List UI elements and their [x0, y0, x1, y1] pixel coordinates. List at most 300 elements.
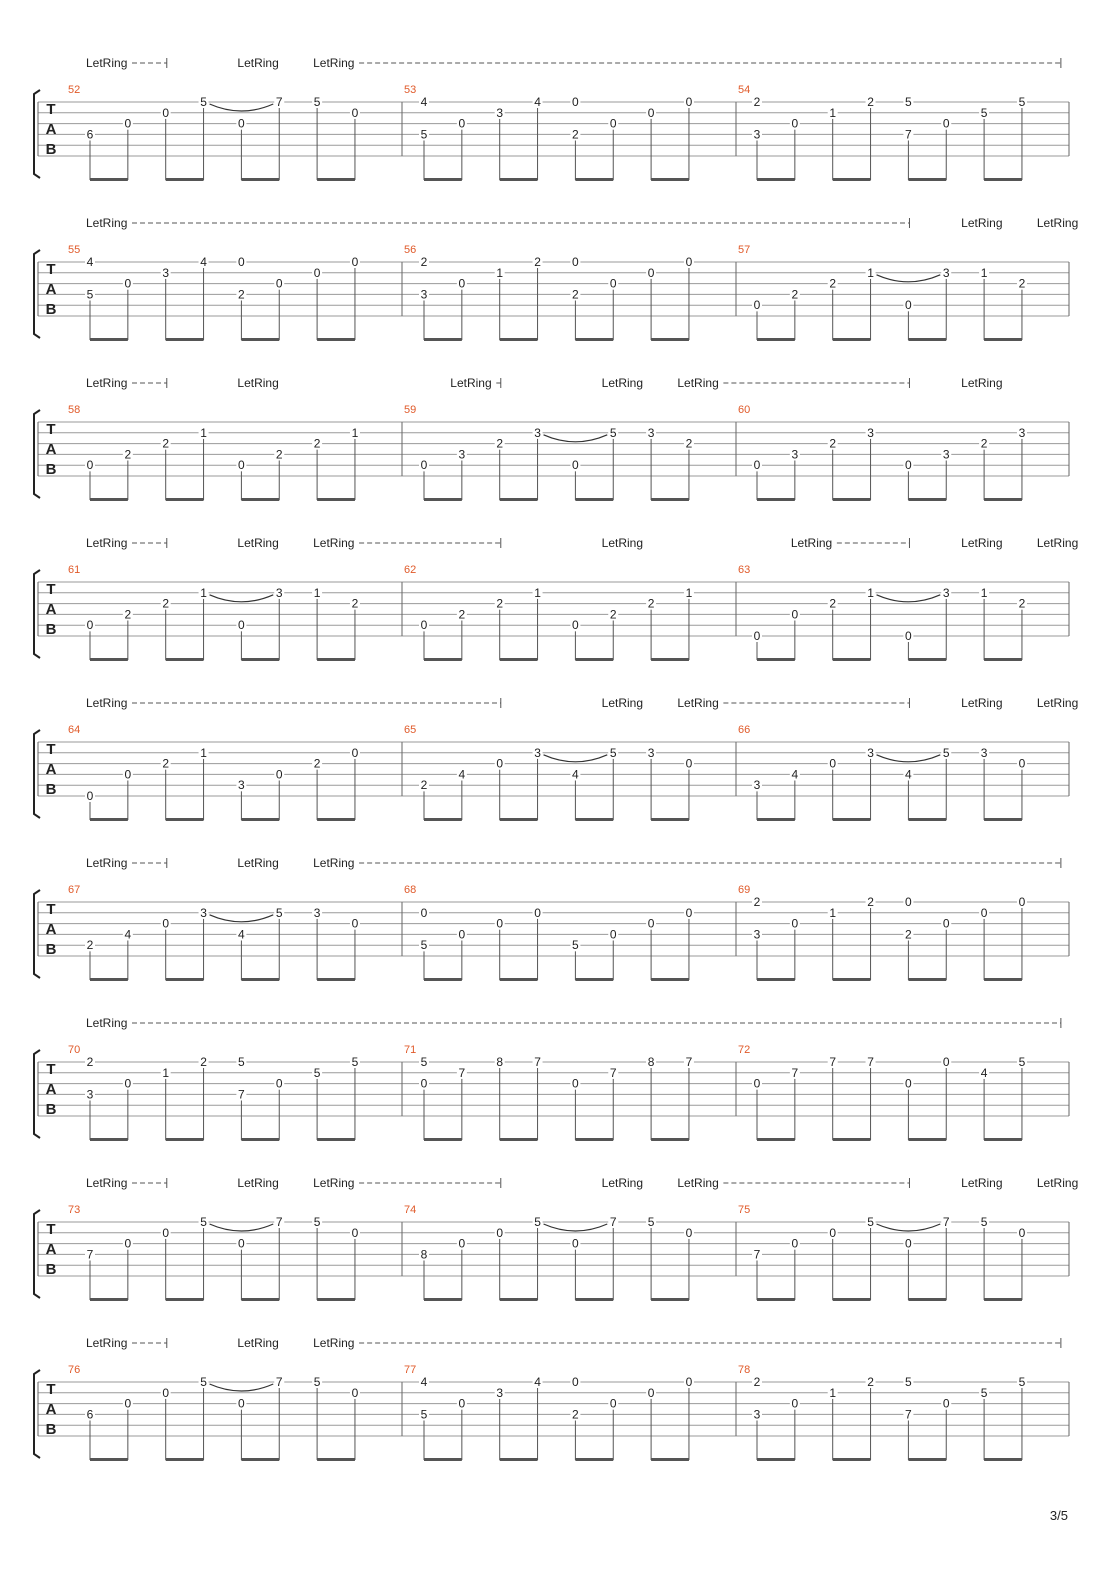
fret-number: 0: [124, 1076, 132, 1091]
fret-number: 5: [420, 1407, 428, 1422]
tab-clef-letter: T: [46, 101, 56, 118]
fret-number: 0: [905, 1076, 912, 1091]
beam: [575, 338, 613, 341]
measure-number: 71: [404, 1044, 417, 1056]
fret-number: 7: [685, 1055, 693, 1069]
beam: [651, 658, 689, 661]
fret-number: 0: [647, 916, 655, 931]
fret-number: 0: [942, 916, 950, 931]
fret-number: 2: [124, 447, 132, 462]
measure-number: 69: [738, 884, 751, 896]
fret-number: 2: [829, 596, 837, 611]
fret-number: 3: [496, 105, 504, 120]
fret-number: 0: [1018, 756, 1026, 771]
letring-label: LetRing: [961, 696, 1003, 710]
beam: [908, 818, 946, 821]
measure-number: 65: [404, 724, 417, 736]
fret-number: 1: [496, 265, 504, 280]
fret-number: 2: [313, 436, 321, 451]
tab-clef-letter: A: [45, 761, 57, 778]
fret-number: 8: [496, 1055, 504, 1069]
tie-arc: [210, 1224, 274, 1231]
fret-number: 0: [609, 116, 617, 131]
fret-number: 0: [980, 905, 988, 920]
fret-number: 0: [351, 105, 359, 120]
beam: [651, 1298, 689, 1301]
letring-label: LetRing: [86, 1176, 128, 1190]
fret-number: 0: [458, 1236, 466, 1251]
beam: [166, 498, 204, 501]
letring-label: LetRing: [313, 856, 355, 870]
beam: [908, 1298, 946, 1301]
beam: [757, 978, 795, 981]
tab-clef-letter: A: [45, 1241, 57, 1258]
tab-clef-letter: B: [45, 461, 57, 478]
tie-arc: [210, 104, 274, 111]
fret-number: 5: [313, 1065, 321, 1080]
fret-number: 1: [829, 105, 837, 120]
fret-number: 0: [685, 1225, 693, 1240]
beam: [651, 818, 689, 821]
fret-number: 0: [458, 1396, 466, 1411]
beam: [757, 498, 795, 501]
beam: [166, 338, 204, 341]
fret-number: 3: [753, 778, 761, 793]
fret-number: 2: [685, 436, 693, 451]
fret-number: 0: [572, 618, 579, 633]
fret-number: 4: [791, 767, 799, 782]
tie-arc: [210, 915, 274, 922]
beam: [833, 1298, 871, 1301]
fret-number: 7: [458, 1065, 466, 1080]
fret-number: 4: [572, 767, 579, 782]
tab-clef-letter: T: [46, 1381, 56, 1398]
fret-number: 0: [647, 265, 655, 280]
fret-number: 2: [351, 596, 359, 611]
fret-number: 2: [829, 436, 837, 451]
fret-number: 0: [162, 1385, 170, 1400]
measure-number: 60: [738, 404, 751, 416]
beam: [90, 818, 128, 821]
fret-number: 0: [942, 1396, 950, 1411]
measure-number: 77: [404, 1364, 417, 1376]
fret-number: 7: [753, 1247, 761, 1262]
fret-number: 2: [572, 287, 579, 302]
beam: [500, 658, 538, 661]
fret-number: 0: [572, 95, 579, 109]
beam: [166, 1298, 204, 1301]
beam: [651, 1138, 689, 1141]
fret-number: 4: [86, 255, 94, 269]
fret-number: 0: [905, 895, 912, 909]
fret-number: 2: [420, 255, 428, 269]
letring-label: LetRing: [313, 56, 355, 70]
fret-number: 3: [753, 927, 761, 942]
fret-number: 1: [200, 425, 207, 440]
fret-number: 0: [351, 255, 359, 269]
fret-number: 5: [420, 127, 428, 142]
fret-number: 0: [609, 276, 617, 291]
fret-number: 0: [124, 1236, 132, 1251]
fret-number: 4: [420, 1375, 428, 1389]
beam: [575, 818, 613, 821]
fret-number: 0: [685, 756, 693, 771]
beam: [757, 1458, 795, 1461]
beam: [500, 818, 538, 821]
fret-number: 2: [275, 447, 283, 462]
fret-number: 2: [829, 276, 837, 291]
letring-label: LetRing: [86, 1016, 128, 1030]
fret-number: 0: [238, 618, 245, 633]
beam: [833, 818, 871, 821]
measure-number: 74: [404, 1204, 417, 1216]
beam: [833, 978, 871, 981]
fret-number: 7: [238, 1087, 245, 1102]
beam: [757, 658, 795, 661]
beam: [908, 498, 946, 501]
beam: [317, 1138, 355, 1141]
beam: [90, 978, 128, 981]
tab-clef-letter: B: [45, 1101, 57, 1118]
beam: [984, 1138, 1022, 1141]
beam: [424, 1298, 462, 1301]
fret-number: 0: [238, 116, 245, 131]
fret-number: 0: [572, 1076, 579, 1091]
fret-number: 5: [905, 95, 912, 109]
fret-number: 1: [351, 425, 359, 440]
fret-number: 3: [980, 745, 988, 760]
beam: [424, 178, 462, 181]
tab-clef-letter: T: [46, 1221, 56, 1238]
beam: [833, 178, 871, 181]
fret-number: 0: [351, 1225, 359, 1240]
fret-number: 0: [458, 276, 466, 291]
beam: [984, 818, 1022, 821]
tab-clef-letter: A: [45, 441, 57, 458]
fret-number: 0: [238, 1396, 245, 1411]
fret-number: 0: [905, 458, 912, 473]
fret-number: 3: [534, 745, 541, 760]
beam: [908, 978, 946, 981]
letring-label: LetRing: [677, 696, 719, 710]
fret-number: 0: [753, 1076, 761, 1091]
fret-number: 7: [609, 1215, 617, 1229]
fret-number: 0: [458, 927, 466, 942]
fret-number: 0: [942, 1055, 950, 1069]
letring-label: LetRing: [677, 1176, 719, 1190]
beam: [424, 658, 462, 661]
fret-number: 4: [980, 1065, 988, 1080]
fret-number: 5: [238, 1055, 245, 1069]
beam: [317, 658, 355, 661]
fret-number: 2: [572, 127, 579, 142]
beam: [166, 818, 204, 821]
fret-number: 0: [791, 607, 799, 622]
fret-number: 7: [275, 1375, 283, 1389]
beam: [651, 498, 689, 501]
fret-number: 4: [238, 927, 245, 942]
tab-clef-letter: B: [45, 1261, 57, 1278]
fret-number: 0: [791, 1396, 799, 1411]
beam: [984, 338, 1022, 341]
beam: [166, 658, 204, 661]
beam: [90, 1458, 128, 1461]
fret-number: 4: [420, 95, 428, 109]
fret-number: 1: [200, 585, 207, 600]
beam: [651, 978, 689, 981]
fret-number: 0: [420, 458, 428, 473]
fret-number: 3: [238, 778, 245, 793]
beam: [241, 178, 279, 181]
fret-number: 2: [867, 895, 874, 909]
fret-number: 6: [86, 1407, 94, 1422]
letring-label: LetRing: [961, 216, 1003, 230]
fret-number: 0: [609, 1396, 617, 1411]
beam: [166, 1138, 204, 1141]
fret-number: 7: [534, 1055, 541, 1069]
fret-number: 0: [685, 905, 693, 920]
fret-number: 0: [420, 618, 428, 633]
tab-clef-letter: B: [45, 141, 57, 158]
fret-number: 3: [647, 745, 655, 760]
beam: [424, 338, 462, 341]
fret-number: 0: [753, 298, 761, 313]
fret-number: 0: [162, 1225, 170, 1240]
beam: [90, 178, 128, 181]
fret-number: 0: [275, 767, 283, 782]
beam: [908, 658, 946, 661]
fret-number: 0: [647, 105, 655, 120]
fret-number: 0: [685, 255, 693, 269]
fret-number: 0: [791, 916, 799, 931]
fret-number: 0: [905, 298, 912, 313]
fret-number: 2: [124, 607, 132, 622]
fret-number: 1: [162, 1065, 170, 1080]
fret-number: 2: [496, 436, 504, 451]
fret-number: 1: [313, 585, 321, 600]
beam: [166, 1458, 204, 1461]
beam: [833, 1458, 871, 1461]
beam: [500, 1298, 538, 1301]
beam: [500, 498, 538, 501]
fret-number: 5: [942, 745, 950, 760]
fret-number: 0: [685, 95, 693, 109]
beam: [424, 818, 462, 821]
tab-clef-letter: A: [45, 921, 57, 938]
fret-number: 2: [86, 1055, 94, 1069]
fret-number: 2: [980, 436, 988, 451]
beam: [984, 1458, 1022, 1461]
fret-number: 0: [572, 255, 579, 269]
fret-number: 5: [980, 105, 988, 120]
beam: [241, 658, 279, 661]
measure-number: 75: [738, 1204, 751, 1216]
measure-number: 72: [738, 1044, 751, 1056]
fret-number: 0: [791, 1236, 799, 1251]
fret-number: 7: [791, 1065, 799, 1080]
letring-label: LetRing: [237, 536, 279, 550]
beam: [651, 1458, 689, 1461]
tab-clef-letter: A: [45, 1081, 57, 1098]
fret-number: 0: [275, 276, 283, 291]
fret-number: 5: [572, 938, 579, 953]
letring-label: LetRing: [237, 376, 279, 390]
tab-clef-letter: B: [45, 781, 57, 798]
fret-number: 2: [496, 596, 504, 611]
letring-label: LetRing: [1036, 216, 1079, 230]
fret-number: 8: [647, 1055, 655, 1069]
page-number: 3/5: [1049, 1508, 1068, 1523]
letring-label: LetRing: [1036, 536, 1079, 550]
fret-number: 5: [313, 95, 321, 109]
fret-number: 2: [753, 95, 761, 109]
beam: [908, 1458, 946, 1461]
beam: [757, 178, 795, 181]
fret-number: 4: [534, 1375, 541, 1389]
measure-number: 63: [738, 564, 751, 576]
fret-number: 3: [942, 447, 950, 462]
fret-number: 0: [1018, 895, 1026, 909]
beam: [317, 338, 355, 341]
measure-number: 67: [68, 884, 81, 896]
fret-number: 3: [86, 1087, 94, 1102]
letring-label: LetRing: [450, 376, 492, 390]
letring-label: LetRing: [313, 1336, 355, 1350]
fret-number: 3: [647, 425, 655, 440]
fret-number: 3: [200, 905, 207, 920]
measure-number: 64: [68, 724, 81, 736]
fret-number: 5: [200, 1375, 207, 1389]
letring-label: LetRing: [237, 56, 279, 70]
fret-number: 1: [829, 1385, 837, 1400]
letring-label: LetRing: [86, 56, 128, 70]
letring-label: LetRing: [86, 376, 128, 390]
fret-number: 0: [791, 116, 799, 131]
beam: [757, 1138, 795, 1141]
tie-arc: [877, 275, 941, 282]
fret-number: 5: [313, 1215, 321, 1229]
fret-number: 7: [86, 1247, 94, 1262]
measure-number: 73: [68, 1204, 81, 1216]
tab-clef-letter: A: [45, 601, 57, 618]
beam: [166, 978, 204, 981]
beam: [317, 1458, 355, 1461]
fret-number: 5: [609, 745, 617, 760]
beam: [757, 1298, 795, 1301]
beam: [424, 1138, 462, 1141]
beam: [984, 1298, 1022, 1301]
fret-number: 4: [905, 767, 912, 782]
letring-label: LetRing: [86, 536, 128, 550]
beam: [317, 178, 355, 181]
fret-number: 3: [496, 1385, 504, 1400]
beam: [984, 658, 1022, 661]
fret-number: 0: [685, 1375, 693, 1389]
beam: [317, 978, 355, 981]
beam: [241, 1298, 279, 1301]
beam: [500, 978, 538, 981]
fret-number: 2: [647, 596, 655, 611]
beam: [317, 818, 355, 821]
fret-number: 1: [867, 585, 874, 600]
beam: [833, 1138, 871, 1141]
fret-number: 5: [86, 287, 94, 302]
fret-number: 2: [238, 287, 245, 302]
beam: [984, 498, 1022, 501]
fret-number: 5: [905, 1375, 912, 1389]
fret-number: 7: [275, 95, 283, 109]
fret-number: 2: [867, 95, 874, 109]
measure-number: 78: [738, 1364, 751, 1376]
tab-clef-letter: T: [46, 741, 56, 758]
measure-number: 55: [68, 244, 81, 256]
fret-number: 2: [534, 255, 541, 269]
beam: [833, 338, 871, 341]
fret-number: 0: [572, 1375, 579, 1389]
measure-number: 66: [738, 724, 751, 736]
tie-arc: [877, 755, 941, 762]
fret-number: 7: [275, 1215, 283, 1229]
beam: [90, 1298, 128, 1301]
fret-number: 1: [200, 745, 207, 760]
tab-clef-letter: B: [45, 621, 57, 638]
tie-arc: [877, 595, 941, 602]
measure-number: 61: [68, 564, 81, 576]
fret-number: 0: [162, 916, 170, 931]
tie-arc: [544, 435, 608, 442]
fret-number: 0: [275, 1076, 283, 1091]
fret-number: 0: [905, 1236, 912, 1251]
fret-number: 0: [124, 116, 132, 131]
fret-number: 8: [420, 1247, 428, 1262]
fret-number: 3: [420, 287, 428, 302]
fret-number: 3: [458, 447, 466, 462]
beam: [424, 498, 462, 501]
beam: [317, 1298, 355, 1301]
beam: [90, 1138, 128, 1141]
letring-label: LetRing: [961, 536, 1003, 550]
tab-clef-letter: A: [45, 281, 57, 298]
letring-label: LetRing: [601, 536, 644, 550]
tie-arc: [544, 1224, 608, 1231]
letring-label: LetRing: [86, 856, 128, 870]
fret-number: 1: [980, 585, 988, 600]
tie-arc: [210, 595, 274, 602]
letring-label: LetRing: [313, 536, 355, 550]
fret-number: 3: [753, 1407, 761, 1422]
fret-number: 0: [829, 1225, 837, 1240]
fret-number: 3: [162, 265, 170, 280]
fret-number: 0: [124, 276, 132, 291]
tab-clef-letter: T: [46, 421, 56, 438]
fret-number: 5: [534, 1215, 541, 1229]
fret-number: 2: [572, 1407, 579, 1422]
fret-number: 0: [496, 756, 504, 771]
beam: [908, 338, 946, 341]
fret-number: 5: [351, 1055, 359, 1069]
fret-number: 5: [980, 1215, 988, 1229]
fret-number: 5: [420, 938, 428, 953]
fret-number: 2: [791, 287, 799, 302]
fret-number: 5: [420, 1055, 428, 1069]
fret-number: 0: [162, 105, 170, 120]
fret-number: 6: [86, 127, 94, 142]
measure-number: 62: [404, 564, 417, 576]
fret-number: 0: [534, 905, 541, 920]
fret-number: 3: [1018, 425, 1026, 440]
tie-arc: [877, 1224, 941, 1231]
fret-number: 1: [867, 265, 874, 280]
